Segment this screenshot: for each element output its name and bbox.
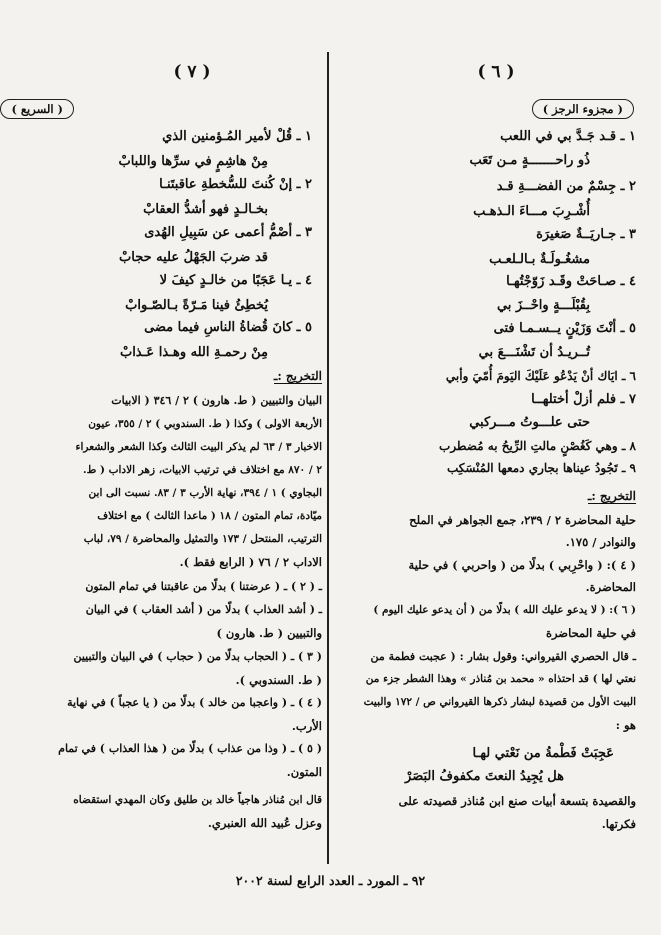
verse-line: بِقُبْلَـــةٍ واحْــزَ بي <box>496 298 590 313</box>
takhrij-line: هو : <box>615 718 636 732</box>
takhrij-line: الأرب. <box>291 719 322 733</box>
right-column <box>336 0 636 880</box>
left-column <box>12 0 322 880</box>
takhrij-line: الاخبار ٣ / ٦٣ لم يذكر البيت الثالث وكذا الشعر والشعراء <box>75 441 322 453</box>
takhrij-line: ( ط. السندوبي ). <box>235 673 322 687</box>
verse-line: مِنْ رحمـةِ الله وهـذا عَـذابْ <box>119 345 268 360</box>
verse-line: ٦ ـ ايَاك أنْ يَدْعُو عَلَيْكَ اليَومَ أُمّيَ وأبي <box>445 369 636 383</box>
takhrij-line: ميّادة، تمام المتون / ١٨ ( ماعدا الثالث ) مع اختلاف <box>97 510 322 522</box>
meter-label: ( مجزوء الرجز ) <box>532 99 634 119</box>
takhrij-heading: التخريج :ـ <box>273 369 322 383</box>
meter-label: ( السريع ) <box>0 99 74 119</box>
takhrij-line: البجاوي ) ١ / ٣٩٤، نهاية الأرب ٣ / ٨٣. نسبت الى ابن <box>88 487 322 499</box>
takhrij-line: المتون. <box>286 765 322 779</box>
page-footer: ٩٢ ـ المورد ـ العدد الرابع لسنة ٢٠٠٢ <box>235 873 426 888</box>
takhrij-line: الاداب ٢ / ٧٦ ( الرابع فقط ). <box>179 555 322 569</box>
takhrij-line: ( ٤ ) ـ ( واعجبا من خالد ) بدلًا من ( يا عجباً ) في نهاية <box>67 696 322 709</box>
takhrij-line: والنوادر / ١٧٥. <box>565 535 636 549</box>
verse-line: ٩ ـ تَجُودُ عيناها بجاري دمعها المُنْسَكِب <box>446 461 636 475</box>
column-divider <box>327 52 329 864</box>
verse-line: يُخطِئُ فينا مَـرّةً بـالصّـوابْ <box>125 298 268 313</box>
takhrij-line: ٢ / ٨٧٠ مع اختلاف في ترتيب الابيات، زهر الاداب ( ط. <box>82 464 322 476</box>
takhrij-line: حلية المحاضرة ٢ / ٢٣٩، جمع الجواهر في الملح <box>409 513 636 527</box>
takhrij-line: ـ قال الحصري القيرواني: وقول بشار : ( عجبت فطمة من <box>370 650 636 663</box>
takhrij-line: المحاضرة. <box>585 580 636 594</box>
verse-line: أُشْـرِبَ مـــاءَ الـذهـب <box>473 204 590 219</box>
verse-line: ٤ ـ صـاحَتْ وقَـد زَوّجْتُهـا <box>506 274 636 289</box>
verse-line: ٧ ـ فلم أزلْ أختلهــا <box>531 392 636 407</box>
takhrij-line: ( ٥ ) ـ ( وذا من عذاب ) بدلًا من ( هذا العذاب ) في تمام <box>58 742 322 755</box>
takhrij-heading: التخريج :ـ <box>587 489 636 503</box>
verse-line: ١ ـ قُلْ لأمير المُـؤمنين الذي <box>162 129 312 144</box>
verse-line: ٣ ـ جـاريَــةٌ صَغيرَة <box>536 227 636 242</box>
verse-line: ٢ ـ إنْ كُنتَ للسُّخطةِ عاقبتَنـا <box>159 177 312 192</box>
takhrij-line: والتبيين ( ط. هارون ) <box>216 626 322 640</box>
closing-line: قال ابن مُناذر هاجياً خالد بن طليق وكان المهدي استقضاه <box>73 794 322 806</box>
verse-line: ٥ ـ كانَ قُضاةُ الناسِ فيما مضى <box>144 320 312 335</box>
takhrij-line: ( ٦ ): ( لا يدعو عليك الله ) بدلًا من ( أن يدعو عليك اليوم ) <box>373 604 636 616</box>
closing-line: فكرتها. <box>601 817 636 831</box>
verse-line: تُــريـدُ أن تَشْنَـــعَ بي <box>478 345 590 360</box>
verse-line: مِنْ هاشِمٍ في سرِّها واللبابْ <box>118 154 268 169</box>
verse-line: ٤ ـ يـا عَجَبًا من خالـدٍ كيفَ لا <box>159 273 312 288</box>
takhrij-line: في حلية المحاضرة <box>545 626 636 640</box>
closing-line: وعزل عُبيد الله العنبري. <box>207 816 322 830</box>
verse-line: ١ ـ قـد جَـدَّ بي في اللعب <box>500 129 636 144</box>
takhrij-line: الأربعة الاولى ) وكذا ( ط. السندوبي ) ٢ / ٣٥٥، عيون <box>88 418 322 430</box>
verse-line: حتى علـــوتُ مـــركبي <box>469 415 590 430</box>
takhrij-line: نعتي لها ) قد احتذاه « محمد بن مُناذر » وهذا الشطر جزء من <box>365 673 636 685</box>
verse-line: ٥ ـ أنْتَ وَزَيْنٍ يــسـمـا فتى <box>493 321 636 336</box>
closing-line: والقصيدة بتسعة أبيات صنع ابن مُناذر قصيدته على <box>398 794 636 808</box>
verse-line: بخـالـدٍ فهو أشدُّ العقابْ <box>143 202 268 217</box>
verse-line: ٨ ـ وهي كَغُصْنٍ مالتِ الرِّيحُ به مُضطرب <box>439 439 636 453</box>
verse-line: ذُو راحـــــــةٍ مـن تَعَب <box>469 153 590 168</box>
verse-line: ٢ ـ جِسْمٌ من الفضـــةِ قـد <box>496 179 636 194</box>
takhrij-line: ـ ( ٢ ) ـ ( عرضتنا ) بدلًا من عاقبتنا في تمام المتون <box>85 580 322 593</box>
quote-line: هل يُجِيدُ النعتَ مكفوفُ البَصَرْ <box>405 769 564 784</box>
takhrij-line: البيان والتبيين ( ط. هارون ) ٢ / ٣٤٦ ( الابيات <box>111 394 322 407</box>
column-number: ( ٦ ) <box>477 62 515 82</box>
verse-line: ٣ ـ أصْمُّ أعمى عن سَبِيلِ الهُدى <box>144 225 312 240</box>
takhrij-line: البيت الأول من قصيدة لبشار ذكرها القيرواني ص / ١٧٢ والبيت <box>363 696 636 708</box>
verse-line: قد ضربَ الجَهْلُ عليه حجابْ <box>119 250 268 265</box>
verse-line: مشغُـولَـةٌ بـالـلعـب <box>489 252 590 267</box>
takhrij-line: ـ ( أشد العذاب ) بدلًا من ( أشد العقاب ) في البيان <box>85 603 322 616</box>
takhrij-line: ( ٣ ) ـ ( الحجاب بدلًا من ( حجاب ) في البيان والتبيين <box>73 650 322 663</box>
quote-line: عَجِبَتْ فَطْمةُ من نَعْتي لهـا <box>472 746 614 761</box>
takhrij-line: ( ٤ ): ( واحْرِبي ) بدلًا من ( واحربي ) في حلية <box>408 558 636 572</box>
column-number: ( ٧ ) <box>173 62 211 82</box>
takhrij-line: الترتيب، المنتحل / ١٧٣ والتمثيل والمحاضرة / ٧٩، لباب <box>83 533 322 545</box>
